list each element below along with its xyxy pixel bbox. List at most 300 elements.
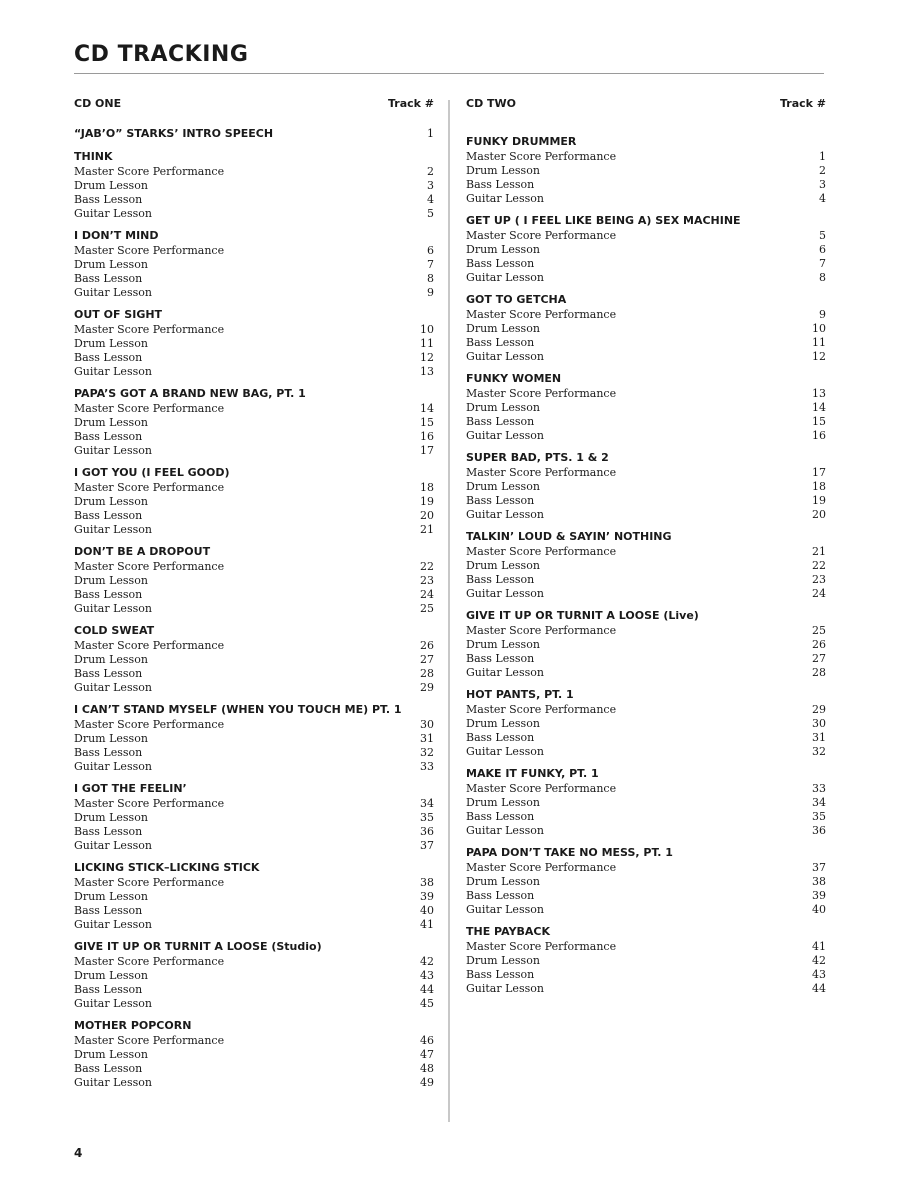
song-title: TALKIN’ LOUD & SAYIN’ NOTHING <box>466 530 672 543</box>
track-number: 22 <box>812 559 826 572</box>
song-title: MOTHER POPCORN <box>74 1019 192 1032</box>
track-number: 26 <box>812 638 826 651</box>
track-label: Guitar Lesson <box>466 982 544 995</box>
track-number: 49 <box>420 1076 434 1089</box>
song-block <box>74 386 434 458</box>
track-number: 42 <box>420 955 434 968</box>
track-number: 23 <box>812 573 826 586</box>
track-row <box>466 824 826 838</box>
track-row <box>466 954 826 968</box>
track-number: 27 <box>812 652 826 665</box>
track-number: 38 <box>420 876 434 889</box>
track-label: Drum Lesson <box>74 574 148 587</box>
track-number: 48 <box>420 1062 434 1075</box>
track-row <box>466 466 826 480</box>
cd-two-header <box>466 96 826 112</box>
track-label: Drum Lesson <box>74 1048 148 1061</box>
track-label: Bass Lesson <box>74 588 143 601</box>
track-row <box>466 559 826 573</box>
track-number: 38 <box>812 875 826 888</box>
track-label: Bass Lesson <box>74 983 143 996</box>
track-label: Master Score Performance <box>74 481 225 494</box>
title-rule <box>74 73 824 74</box>
track-label: Guitar Lesson <box>466 745 544 758</box>
track-number: 26 <box>420 639 434 652</box>
track-row <box>466 545 826 559</box>
track-row <box>466 494 826 508</box>
song-title: I GOT THE FEELIN’ <box>74 782 187 795</box>
track-row <box>74 653 434 667</box>
track-row <box>466 308 826 322</box>
track-number: 41 <box>812 940 826 953</box>
track-label: Bass Lesson <box>466 889 535 902</box>
track-row <box>74 1048 434 1062</box>
track-row <box>74 639 434 653</box>
track-label: Master Score Performance <box>74 244 225 257</box>
track-label: Bass Lesson <box>74 430 143 443</box>
track-row <box>74 890 434 904</box>
track-number: 39 <box>812 889 826 902</box>
track-label: Master Score Performance <box>74 560 225 573</box>
track-label: Master Score Performance <box>466 229 617 242</box>
track-row <box>466 903 826 917</box>
track-label: Guitar Lesson <box>466 508 544 521</box>
track-number: 41 <box>420 918 434 931</box>
track-label: Guitar Lesson <box>74 1076 152 1089</box>
song-title: PAPA’S GOT A BRAND NEW BAG, PT. 1 <box>74 387 306 400</box>
song-block <box>74 781 434 853</box>
column-divider <box>448 100 450 1122</box>
track-number: 22 <box>420 560 434 573</box>
track-label: Guitar Lesson <box>74 365 152 378</box>
track-row <box>466 796 826 810</box>
track-row <box>74 839 434 853</box>
track-label: Drum Lesson <box>74 179 148 192</box>
song-title: THINK <box>74 150 113 163</box>
track-label: Drum Lesson <box>74 258 148 271</box>
cd-one-header <box>74 96 434 112</box>
track-number: 36 <box>420 825 434 838</box>
track-number: 6 <box>427 244 434 257</box>
song-block <box>466 134 826 206</box>
track-label: Drum Lesson <box>74 969 148 982</box>
track-row <box>74 1034 434 1048</box>
track-row <box>466 810 826 824</box>
track-number: 12 <box>420 351 434 364</box>
song-title: GIVE IT UP OR TURNIT A LOOSE (Live) <box>466 609 699 622</box>
track-label: Drum Lesson <box>466 717 540 730</box>
track-number: 5 <box>427 207 434 220</box>
track-label: Bass Lesson <box>74 351 143 364</box>
track-row <box>74 1076 434 1090</box>
track-row <box>74 523 434 537</box>
track-label: Bass Lesson <box>466 573 535 586</box>
track-label: Master Score Performance <box>74 955 225 968</box>
track-label: Drum Lesson <box>74 890 148 903</box>
track-row <box>466 271 826 285</box>
track-label: Master Score Performance <box>466 387 617 400</box>
intro-speech-track: 1 <box>427 127 434 140</box>
track-row <box>74 718 434 732</box>
track-label: Bass Lesson <box>466 731 535 744</box>
track-number: 47 <box>420 1048 434 1061</box>
track-row <box>74 193 434 207</box>
song-block <box>466 608 826 680</box>
track-number: 28 <box>420 667 434 680</box>
song-block <box>74 623 434 695</box>
track-number: 19 <box>812 494 826 507</box>
song-title: GOT TO GETCHA <box>466 293 567 306</box>
track-label: Drum Lesson <box>466 875 540 888</box>
track-label: Bass Lesson <box>74 509 143 522</box>
track-number: 42 <box>812 954 826 967</box>
song-title: I CAN’T STAND MYSELF (WHEN YOU TOUCH ME) PT. 1 <box>74 703 402 716</box>
track-number: 16 <box>812 429 826 442</box>
song-title: I GOT YOU (I FEEL GOOD) <box>74 466 230 479</box>
track-number: 18 <box>420 481 434 494</box>
track-label: Drum Lesson <box>466 164 540 177</box>
track-row <box>74 732 434 746</box>
track-row <box>74 667 434 681</box>
track-number: 3 <box>819 178 826 191</box>
track-number: 46 <box>420 1034 434 1047</box>
track-row <box>74 681 434 695</box>
track-label: Bass Lesson <box>74 193 143 206</box>
track-number: 12 <box>812 350 826 363</box>
track-number: 21 <box>812 545 826 558</box>
track-row <box>466 889 826 903</box>
song-block <box>74 702 434 774</box>
track-label: Bass Lesson <box>74 1062 143 1075</box>
track-row <box>466 150 826 164</box>
track-row <box>466 652 826 666</box>
track-number: 40 <box>812 903 826 916</box>
track-label: Master Score Performance <box>466 703 617 716</box>
cd-one-track-label: Track # <box>387 97 434 110</box>
track-label: Bass Lesson <box>466 257 535 270</box>
track-row <box>466 587 826 601</box>
track-number: 28 <box>812 666 826 679</box>
track-row <box>74 430 434 444</box>
track-label: Bass Lesson <box>466 810 535 823</box>
track-label: Guitar Lesson <box>466 587 544 600</box>
track-label: Bass Lesson <box>74 746 143 759</box>
track-number: 33 <box>812 782 826 795</box>
page-title: CD TRACKING <box>74 42 249 67</box>
track-label: Bass Lesson <box>466 415 535 428</box>
track-number: 35 <box>420 811 434 824</box>
cd-one-song-list <box>74 149 434 1090</box>
track-number: 19 <box>420 495 434 508</box>
track-number: 2 <box>819 164 826 177</box>
track-row <box>74 286 434 300</box>
track-row <box>466 336 826 350</box>
cd-one-column <box>74 96 434 1090</box>
track-label: Bass Lesson <box>466 336 535 349</box>
track-row <box>466 703 826 717</box>
track-row <box>74 746 434 760</box>
track-number: 24 <box>812 587 826 600</box>
track-row <box>466 573 826 587</box>
track-row <box>466 731 826 745</box>
track-row <box>74 602 434 616</box>
track-row <box>74 402 434 416</box>
track-number: 44 <box>812 982 826 995</box>
track-label: Master Score Performance <box>74 797 225 810</box>
track-row <box>466 717 826 731</box>
song-block <box>74 228 434 300</box>
track-number: 5 <box>819 229 826 242</box>
track-row <box>74 207 434 221</box>
track-number: 13 <box>420 365 434 378</box>
cd-two-track-label: Track # <box>779 97 826 110</box>
track-row <box>466 638 826 652</box>
track-number: 9 <box>819 308 826 321</box>
track-number: 39 <box>420 890 434 903</box>
track-number: 17 <box>812 466 826 479</box>
track-row <box>74 918 434 932</box>
track-label: Guitar Lesson <box>74 760 152 773</box>
track-label: Drum Lesson <box>466 322 540 335</box>
track-label: Guitar Lesson <box>466 824 544 837</box>
track-number: 34 <box>812 796 826 809</box>
song-block <box>466 529 826 601</box>
track-number: 35 <box>812 810 826 823</box>
intro-speech-name: “JAB’O” STARKS’ INTRO SPEECH <box>74 127 274 140</box>
track-row <box>466 508 826 522</box>
song-title: MAKE IT FUNKY, PT. 1 <box>466 767 599 780</box>
track-label: Drum Lesson <box>466 401 540 414</box>
track-row <box>466 387 826 401</box>
track-number: 36 <box>812 824 826 837</box>
track-label: Drum Lesson <box>74 811 148 824</box>
track-number: 11 <box>812 336 826 349</box>
track-row <box>74 365 434 379</box>
track-row <box>74 588 434 602</box>
track-label: Guitar Lesson <box>74 444 152 457</box>
song-block <box>74 307 434 379</box>
track-label: Master Score Performance <box>466 624 617 637</box>
track-label: Master Score Performance <box>74 402 225 415</box>
track-row <box>466 257 826 271</box>
track-row <box>466 415 826 429</box>
song-block <box>466 766 826 838</box>
song-title: FUNKY DRUMMER <box>466 135 577 148</box>
track-row <box>74 825 434 839</box>
track-row <box>74 904 434 918</box>
track-row <box>74 997 434 1011</box>
track-number: 4 <box>427 193 434 206</box>
track-number: 31 <box>420 732 434 745</box>
track-row <box>74 337 434 351</box>
song-block <box>466 371 826 443</box>
song-title: HOT PANTS, PT. 1 <box>466 688 574 701</box>
track-label: Master Score Performance <box>466 545 617 558</box>
track-number: 20 <box>420 509 434 522</box>
track-label: Master Score Performance <box>466 466 617 479</box>
track-label: Master Score Performance <box>466 150 617 163</box>
track-label: Bass Lesson <box>74 667 143 680</box>
track-row <box>74 797 434 811</box>
song-block <box>466 213 826 285</box>
song-title: OUT OF SIGHT <box>74 308 163 321</box>
track-row <box>74 760 434 774</box>
track-label: Guitar Lesson <box>74 681 152 694</box>
track-row <box>466 624 826 638</box>
track-number: 16 <box>420 430 434 443</box>
track-label: Bass Lesson <box>74 904 143 917</box>
track-number: 37 <box>812 861 826 874</box>
track-label: Drum Lesson <box>466 243 540 256</box>
track-number: 8 <box>819 271 826 284</box>
song-title: LICKING STICK–LICKING STICK <box>74 861 260 874</box>
track-row <box>466 401 826 415</box>
song-title: THE PAYBACK <box>466 925 551 938</box>
track-label: Bass Lesson <box>74 272 143 285</box>
track-number: 21 <box>420 523 434 536</box>
track-number: 25 <box>420 602 434 615</box>
intro-speech-row <box>74 126 434 142</box>
track-label: Drum Lesson <box>74 732 148 745</box>
song-title: DON’T BE A DROPOUT <box>74 545 211 558</box>
track-label: Drum Lesson <box>74 653 148 666</box>
song-block <box>74 149 434 221</box>
track-row <box>466 178 826 192</box>
track-number: 31 <box>812 731 826 744</box>
track-label: Master Score Performance <box>466 308 617 321</box>
track-label: Master Score Performance <box>466 940 617 953</box>
track-label: Drum Lesson <box>466 954 540 967</box>
track-label: Guitar Lesson <box>466 429 544 442</box>
track-label: Guitar Lesson <box>74 207 152 220</box>
track-label: Drum Lesson <box>74 495 148 508</box>
track-number: 11 <box>420 337 434 350</box>
track-label: Master Score Performance <box>74 1034 225 1047</box>
track-row <box>466 940 826 954</box>
song-title: COLD SWEAT <box>74 624 155 637</box>
track-row <box>466 350 826 364</box>
track-number: 24 <box>420 588 434 601</box>
song-block <box>466 450 826 522</box>
track-number: 30 <box>812 717 826 730</box>
song-block <box>74 860 434 932</box>
track-label: Guitar Lesson <box>466 271 544 284</box>
song-title: SUPER BAD, PTS. 1 & 2 <box>466 451 609 464</box>
track-number: 37 <box>420 839 434 852</box>
song-block <box>466 924 826 996</box>
track-label: Master Score Performance <box>74 718 225 731</box>
track-number: 6 <box>819 243 826 256</box>
track-label: Guitar Lesson <box>466 666 544 679</box>
track-number: 29 <box>812 703 826 716</box>
track-label: Guitar Lesson <box>466 903 544 916</box>
track-row <box>466 782 826 796</box>
track-number: 15 <box>420 416 434 429</box>
track-row <box>74 481 434 495</box>
track-number: 18 <box>812 480 826 493</box>
track-label: Master Score Performance <box>74 165 225 178</box>
track-row <box>74 495 434 509</box>
track-number: 3 <box>427 179 434 192</box>
track-label: Drum Lesson <box>466 559 540 572</box>
track-label: Bass Lesson <box>466 652 535 665</box>
track-number: 10 <box>420 323 434 336</box>
track-label: Bass Lesson <box>466 968 535 981</box>
track-row <box>74 509 434 523</box>
track-row <box>74 1062 434 1076</box>
track-number: 23 <box>420 574 434 587</box>
song-title: I DON’T MIND <box>74 229 159 242</box>
track-number: 32 <box>420 746 434 759</box>
track-number: 14 <box>420 402 434 415</box>
track-label: Master Score Performance <box>466 861 617 874</box>
track-label: Drum Lesson <box>466 638 540 651</box>
track-row <box>74 444 434 458</box>
track-row <box>466 429 826 443</box>
song-title: GET UP ( I FEEL LIKE BEING A) SEX MACHINE <box>466 214 741 227</box>
track-row <box>466 861 826 875</box>
track-label: Guitar Lesson <box>466 192 544 205</box>
track-number: 30 <box>420 718 434 731</box>
track-row <box>74 955 434 969</box>
cd-two-label: CD TWO <box>466 97 517 110</box>
track-number: 1 <box>819 150 826 163</box>
track-label: Bass Lesson <box>466 494 535 507</box>
track-number: 2 <box>427 165 434 178</box>
track-label: Guitar Lesson <box>74 918 152 931</box>
track-row <box>74 351 434 365</box>
track-label: Master Score Performance <box>74 323 225 336</box>
track-label: Master Score Performance <box>466 782 617 795</box>
track-row <box>74 165 434 179</box>
track-number: 20 <box>812 508 826 521</box>
track-row <box>74 244 434 258</box>
track-row <box>466 982 826 996</box>
track-label: Drum Lesson <box>74 416 148 429</box>
track-label: Guitar Lesson <box>466 350 544 363</box>
song-block <box>74 544 434 616</box>
cd-one-label: CD ONE <box>74 97 122 110</box>
track-row <box>466 875 826 889</box>
track-label: Guitar Lesson <box>74 286 152 299</box>
track-label: Bass Lesson <box>74 825 143 838</box>
track-number: 25 <box>812 624 826 637</box>
track-number: 13 <box>812 387 826 400</box>
track-label: Drum Lesson <box>466 796 540 809</box>
song-block <box>74 939 434 1011</box>
song-title: PAPA DON’T TAKE NO MESS, PT. 1 <box>466 846 673 859</box>
track-label: Drum Lesson <box>466 480 540 493</box>
track-number: 17 <box>420 444 434 457</box>
track-row <box>74 876 434 890</box>
track-row <box>466 243 826 257</box>
track-number: 29 <box>420 681 434 694</box>
track-row <box>466 968 826 982</box>
song-block <box>466 292 826 364</box>
track-row <box>74 574 434 588</box>
track-number: 40 <box>420 904 434 917</box>
track-number: 7 <box>427 258 434 271</box>
track-number: 15 <box>812 415 826 428</box>
track-number: 45 <box>420 997 434 1010</box>
track-label: Bass Lesson <box>466 178 535 191</box>
song-block <box>466 845 826 917</box>
track-row <box>466 745 826 759</box>
track-row <box>74 272 434 286</box>
track-row <box>74 323 434 337</box>
track-row <box>466 480 826 494</box>
track-number: 8 <box>427 272 434 285</box>
